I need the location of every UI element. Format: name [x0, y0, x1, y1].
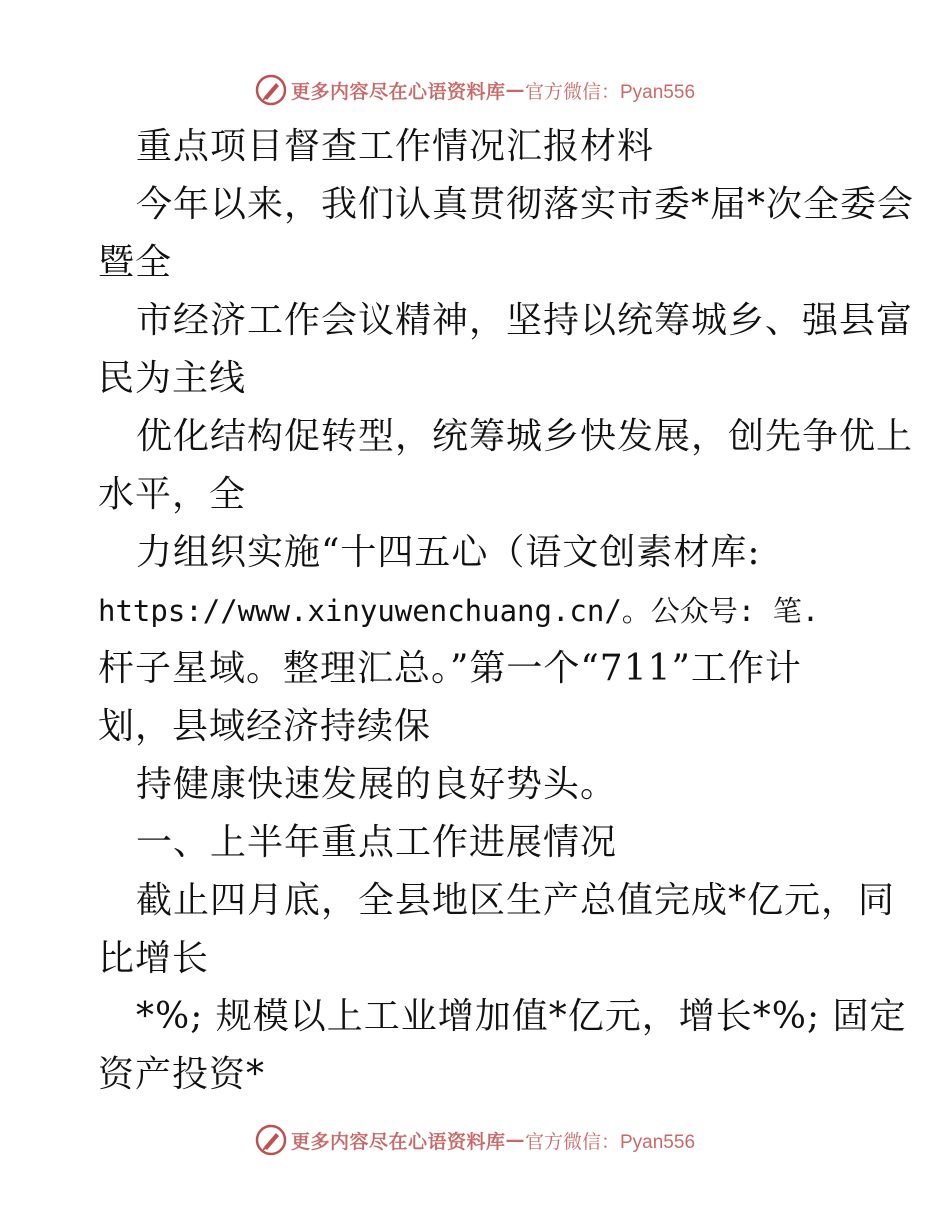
- paragraph-line: 民为主线: [98, 358, 247, 399]
- paragraph-line: 资产投资*: [98, 1054, 266, 1095]
- paragraph-line: 市经济工作会议精神，坚持以统筹城乡、强县富: [136, 300, 914, 341]
- footer-watermark: [0, 1120, 950, 1160]
- section-heading: 一、上半年重点工作进展情况: [136, 822, 618, 863]
- paragraph-line: 划，县域经济持续保: [98, 706, 432, 747]
- watermark-brand: 更多内容尽在心语资料库: [290, 1130, 506, 1153]
- paragraph-line: 力组织实施“十四五心（语文创素材库:: [136, 532, 761, 573]
- paragraph-line: *%; 规模以上工业增加值*亿元，增长*%; 固定: [136, 996, 907, 1037]
- paragraph-line: 水平，全: [98, 474, 247, 515]
- document-title: 重点项目督查工作情况汇报材料: [136, 126, 655, 167]
- paragraph-line: 比增长: [98, 938, 210, 979]
- paragraph-line-url: https://www.xinyuwenchuang.cn/。公众号: 笔.: [98, 594, 820, 628]
- pen-logo-icon: [255, 1124, 287, 1156]
- paragraph-line: 暨全: [98, 242, 173, 283]
- watermark-contact: 官方微信：Pyan556: [525, 81, 696, 103]
- watermark-contact: 官方微信：Pyan556: [525, 1131, 696, 1153]
- watermark-separator: —: [505, 79, 525, 101]
- header-watermark: [0, 70, 950, 110]
- watermark-brand: 更多内容尽在心语资料库: [290, 80, 506, 103]
- watermark-separator: —: [505, 1129, 525, 1151]
- pen-logo-icon: [255, 74, 287, 106]
- paragraph-line: 今年以来，我们认真贯彻落实市委*届*次全委会: [136, 184, 915, 225]
- paragraph-line: 持健康快速发展的良好势头。: [136, 764, 618, 805]
- paragraph-line: 截止四月底，全县地区生产总值完成*亿元，同: [136, 880, 896, 921]
- paragraph-line: 优化结构促转型，统筹城乡快发展，创先争优上: [136, 416, 914, 457]
- paragraph-line: 杆子星域。整理汇总。”第一个“711”工作计: [98, 648, 802, 689]
